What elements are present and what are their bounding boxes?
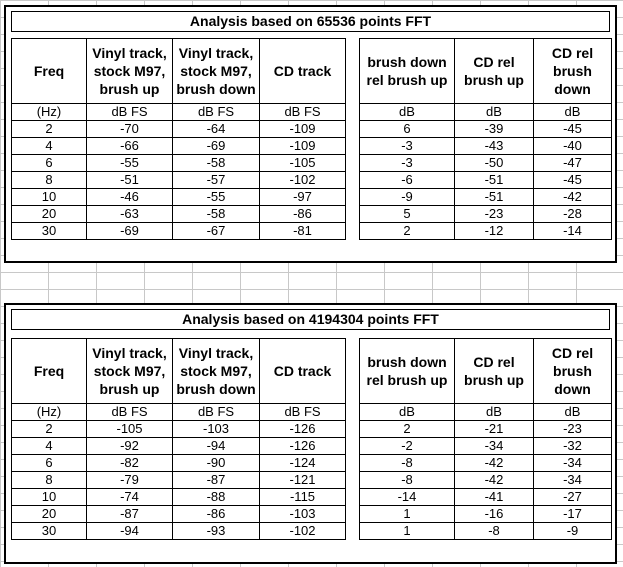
- data-cell[interactable]: -82: [87, 455, 173, 472]
- data-cell[interactable]: 10: [12, 489, 87, 506]
- data-cell[interactable]: -21: [455, 421, 534, 438]
- data-cell[interactable]: -47: [534, 155, 612, 172]
- data-cell[interactable]: -51: [455, 189, 534, 206]
- data-cell[interactable]: 2: [360, 421, 455, 438]
- data-cell[interactable]: -40: [534, 138, 612, 155]
- table-row: [360, 489, 612, 506]
- unit-cell[interactable]: dB FS: [87, 104, 173, 121]
- data-cell[interactable]: -103: [173, 421, 260, 438]
- data-cell[interactable]: 30: [12, 523, 87, 540]
- data-cell[interactable]: 30: [12, 223, 87, 240]
- fft-4194304-panel: [4, 303, 617, 564]
- table-row: [12, 421, 346, 438]
- table-row: [360, 138, 612, 155]
- unit-cell[interactable]: dB FS: [173, 404, 260, 421]
- data-cell[interactable]: -17: [534, 506, 612, 523]
- unit-cell[interactable]: dB: [455, 404, 534, 421]
- header-row: [12, 39, 346, 104]
- header-row: [12, 339, 346, 404]
- data-cell[interactable]: -46: [87, 189, 173, 206]
- header-row: [360, 39, 612, 104]
- level-table: [11, 338, 346, 540]
- data-cell[interactable]: -94: [173, 438, 260, 455]
- unit-cell[interactable]: dB FS: [173, 104, 260, 121]
- data-cell[interactable]: 10: [12, 189, 87, 206]
- data-cell[interactable]: -64: [173, 121, 260, 138]
- data-cell[interactable]: -86: [173, 506, 260, 523]
- data-cell[interactable]: -97: [260, 189, 346, 206]
- data-cell[interactable]: -42: [455, 472, 534, 489]
- relative-table: [359, 38, 612, 240]
- data-cell[interactable]: -102: [260, 523, 346, 540]
- header-cell[interactable]: Vinyl track, stock M97, brush down: [173, 339, 260, 404]
- table-row: [12, 172, 346, 189]
- data-cell[interactable]: -57: [173, 172, 260, 189]
- data-cell[interactable]: -2: [360, 438, 455, 455]
- data-cell[interactable]: -9: [360, 189, 455, 206]
- unit-cell[interactable]: dB: [360, 404, 455, 421]
- data-cell[interactable]: -51: [87, 172, 173, 189]
- data-cell[interactable]: -109: [260, 138, 346, 155]
- data-cell[interactable]: 4: [12, 438, 87, 455]
- table-row: [12, 189, 346, 206]
- data-cell[interactable]: -105: [87, 421, 173, 438]
- data-cell[interactable]: -103: [260, 506, 346, 523]
- data-cell[interactable]: -23: [534, 421, 612, 438]
- table-row: [12, 523, 346, 540]
- data-cell[interactable]: -92: [87, 438, 173, 455]
- data-cell[interactable]: -51: [455, 172, 534, 189]
- table-row: [360, 523, 612, 540]
- header-cell[interactable]: CD rel brush up: [455, 39, 534, 104]
- data-cell[interactable]: -87: [173, 472, 260, 489]
- data-cell[interactable]: -42: [455, 455, 534, 472]
- table-row: [360, 223, 612, 240]
- data-cell[interactable]: 20: [12, 506, 87, 523]
- data-cell[interactable]: -58: [173, 206, 260, 223]
- table-row: [360, 155, 612, 172]
- data-cell[interactable]: -50: [455, 155, 534, 172]
- table-row: [360, 472, 612, 489]
- data-cell[interactable]: 2: [12, 121, 87, 138]
- data-cell[interactable]: -39: [455, 121, 534, 138]
- data-cell[interactable]: -6: [360, 172, 455, 189]
- table-row: [360, 189, 612, 206]
- unit-cell[interactable]: dB: [534, 104, 612, 121]
- data-cell[interactable]: -8: [455, 523, 534, 540]
- data-cell[interactable]: -3: [360, 138, 455, 155]
- data-cell[interactable]: 2: [360, 223, 455, 240]
- data-cell[interactable]: -70: [87, 121, 173, 138]
- data-cell[interactable]: -43: [455, 138, 534, 155]
- data-cell[interactable]: -58: [173, 155, 260, 172]
- table-row: [12, 489, 346, 506]
- data-cell[interactable]: -8: [360, 472, 455, 489]
- data-cell[interactable]: -12: [455, 223, 534, 240]
- data-cell[interactable]: -27: [534, 489, 612, 506]
- data-cell[interactable]: 20: [12, 206, 87, 223]
- unit-cell[interactable]: dB: [455, 104, 534, 121]
- data-cell[interactable]: -90: [173, 455, 260, 472]
- table-row: [12, 138, 346, 155]
- data-cell[interactable]: -34: [534, 472, 612, 489]
- data-cell[interactable]: -121: [260, 472, 346, 489]
- table-row: [360, 172, 612, 189]
- data-cell[interactable]: -126: [260, 438, 346, 455]
- table-row: [12, 206, 346, 223]
- data-cell[interactable]: -55: [87, 155, 173, 172]
- relative-table: [359, 338, 612, 540]
- header-cell[interactable]: brush down rel brush up: [360, 39, 455, 104]
- level-table: [11, 38, 346, 240]
- data-cell[interactable]: -93: [173, 523, 260, 540]
- header-cell[interactable]: CD rel brush down: [534, 339, 612, 404]
- data-cell[interactable]: -94: [87, 523, 173, 540]
- data-cell[interactable]: -41: [455, 489, 534, 506]
- table-row: [12, 455, 346, 472]
- header-row: [360, 339, 612, 404]
- table-row: [360, 421, 612, 438]
- panel-title: Analysis based on 4194304 points FFT: [11, 309, 610, 330]
- data-cell[interactable]: 2: [12, 421, 87, 438]
- table-row: [12, 506, 346, 523]
- data-cell[interactable]: -28: [534, 206, 612, 223]
- data-cell[interactable]: 8: [12, 472, 87, 489]
- data-cell[interactable]: -66: [87, 138, 173, 155]
- data-cell[interactable]: -42: [534, 189, 612, 206]
- table-row: [12, 472, 346, 489]
- data-cell[interactable]: -63: [87, 206, 173, 223]
- header-cell[interactable]: CD track: [260, 339, 346, 404]
- data-cell[interactable]: -8: [360, 455, 455, 472]
- header-cell[interactable]: CD rel brush down: [534, 39, 612, 104]
- unit-cell[interactable]: dB: [360, 104, 455, 121]
- header-cell[interactable]: Vinyl track, stock M97, brush up: [87, 339, 173, 404]
- panel-title: Analysis based on 65536 points FFT: [11, 11, 610, 32]
- data-cell[interactable]: 6: [12, 155, 87, 172]
- table-row: [360, 206, 612, 223]
- unit-cell[interactable]: dB FS: [87, 404, 173, 421]
- data-cell[interactable]: -45: [534, 172, 612, 189]
- data-cell[interactable]: -102: [260, 172, 346, 189]
- header-cell[interactable]: CD track: [260, 39, 346, 104]
- fft-65536-panel: [4, 5, 617, 263]
- units-row: [12, 404, 346, 421]
- units-row: [360, 104, 612, 121]
- table-row: [12, 121, 346, 138]
- data-cell[interactable]: -14: [534, 223, 612, 240]
- table-row: [12, 223, 346, 240]
- unit-cell[interactable]: dB FS: [260, 404, 346, 421]
- data-cell[interactable]: -79: [87, 472, 173, 489]
- header-cell[interactable]: Vinyl track, stock M97, brush up: [87, 39, 173, 104]
- unit-cell[interactable]: dB: [534, 404, 612, 421]
- data-cell[interactable]: 1: [360, 506, 455, 523]
- unit-cell[interactable]: dB FS: [260, 104, 346, 121]
- data-cell[interactable]: 4: [12, 138, 87, 155]
- data-cell[interactable]: -3: [360, 155, 455, 172]
- unit-cell[interactable]: (Hz): [12, 104, 87, 121]
- data-cell[interactable]: -109: [260, 121, 346, 138]
- data-cell[interactable]: -45: [534, 121, 612, 138]
- data-cell[interactable]: -81: [260, 223, 346, 240]
- data-cell[interactable]: -105: [260, 155, 346, 172]
- data-cell[interactable]: 5: [360, 206, 455, 223]
- data-cell[interactable]: -88: [173, 489, 260, 506]
- data-cell[interactable]: -34: [455, 438, 534, 455]
- data-cell[interactable]: -124: [260, 455, 346, 472]
- data-cell[interactable]: -74: [87, 489, 173, 506]
- units-row: [360, 404, 612, 421]
- data-cell[interactable]: -16: [455, 506, 534, 523]
- data-cell[interactable]: -67: [173, 223, 260, 240]
- table-row: [12, 155, 346, 172]
- data-cell[interactable]: -69: [173, 138, 260, 155]
- table-row: [360, 506, 612, 523]
- header-cell[interactable]: CD rel brush up: [455, 339, 534, 404]
- data-cell[interactable]: -55: [173, 189, 260, 206]
- table-row: [360, 438, 612, 455]
- table-row: [12, 438, 346, 455]
- data-cell[interactable]: -9: [534, 523, 612, 540]
- header-cell[interactable]: Vinyl track, stock M97, brush down: [173, 39, 260, 104]
- data-cell[interactable]: 6: [12, 455, 87, 472]
- data-cell[interactable]: -126: [260, 421, 346, 438]
- header-cell[interactable]: Freq: [12, 339, 87, 404]
- table-row: [360, 455, 612, 472]
- data-cell[interactable]: -87: [87, 506, 173, 523]
- data-cell[interactable]: -14: [360, 489, 455, 506]
- data-cell[interactable]: 1: [360, 523, 455, 540]
- data-cell[interactable]: -69: [87, 223, 173, 240]
- data-cell[interactable]: -34: [534, 455, 612, 472]
- header-cell[interactable]: brush down rel brush up: [360, 339, 455, 404]
- data-cell[interactable]: 8: [12, 172, 87, 189]
- data-cell[interactable]: -86: [260, 206, 346, 223]
- header-cell[interactable]: Freq: [12, 39, 87, 104]
- data-cell[interactable]: 6: [360, 121, 455, 138]
- data-cell[interactable]: -32: [534, 438, 612, 455]
- units-row: [12, 104, 346, 121]
- data-cell[interactable]: -115: [260, 489, 346, 506]
- table-row: [360, 121, 612, 138]
- data-cell[interactable]: -23: [455, 206, 534, 223]
- unit-cell[interactable]: (Hz): [12, 404, 87, 421]
